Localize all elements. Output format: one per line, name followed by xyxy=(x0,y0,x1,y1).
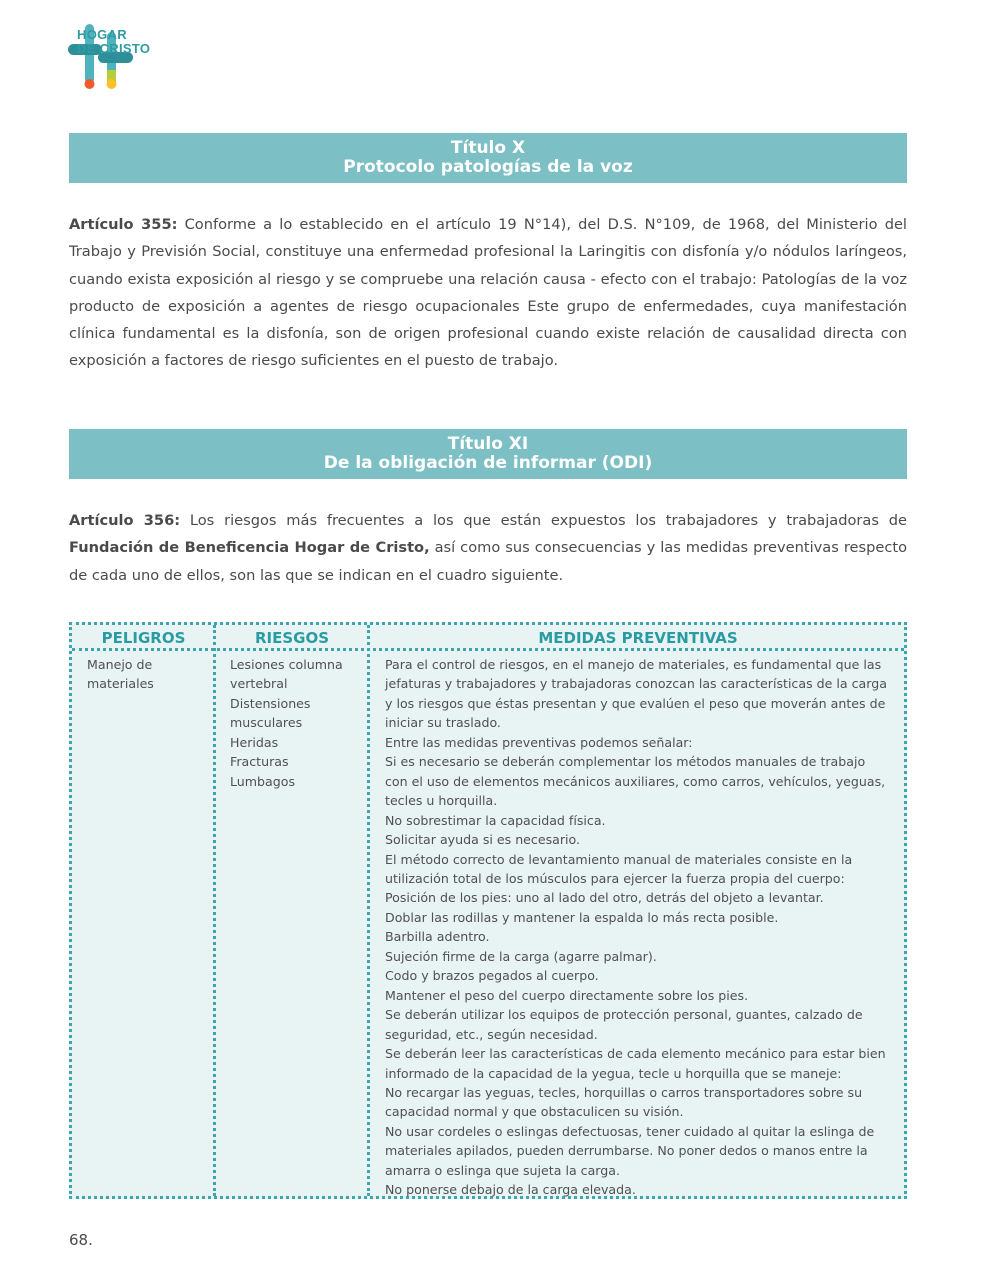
org-name: Fundación de Beneficencia Hogar de Cristo, xyxy=(69,539,430,557)
cell-line: El método correcto de levantamiento manual de materiales consiste en la xyxy=(385,851,853,867)
cell-line: Si es necesario se deberán complementar los métodos manuales de trabajo xyxy=(385,754,866,770)
cell-line: musculares xyxy=(230,715,303,731)
article-356-text-a: Los riesgos más frecuentes a los que están expuestos los trabajadores y trabajadoras de xyxy=(180,512,907,529)
cell-line: Distensiones xyxy=(230,695,311,711)
cell-line: Codo y brazos pegados al cuerpo. xyxy=(385,968,599,984)
cell-riesgos xyxy=(230,655,360,791)
cell-line: Sujeción firme de la carga (agarre palmar). xyxy=(385,948,657,964)
cell-line: Se deberán leer las características de cada elemento mecánico para estar bien xyxy=(385,1046,886,1062)
cell-line: Solicitar ayuda si es necesario. xyxy=(385,832,581,848)
cell-line: Se deberán utilizar los equipos de protección personal, guantes, calzado de xyxy=(385,1007,863,1023)
article-355-text: Conforme a lo establecido en el artículo 19 N°14), del D.S. N°109, de 1968, del Ministerio del Trabajo y Previsión Social, constituye una enfermedad profesional la Laringitis con disfonía y/o nódulos laríngeos, cuando exista exposición al riesgo y se compruebe una relación causa - efecto con el trabajo: Patologías de la voz producto de exposición a agentes de riesgo ocupacionales Este grupo de enfermedades, cuya manifestación clínica fundamental es la disfonía, son de origen profesional cuando existe relación de causalidad directa con exposición a factores de riesgo suficientes en el puesto de trabajo. xyxy=(69,216,907,370)
cell-line: informado de la capacidad de la yegua, tecle u horquilla que se maneje: xyxy=(385,1065,842,1081)
article-356-label: Artículo 356: xyxy=(69,512,181,529)
cell-line: Barbilla adentro. xyxy=(385,929,490,945)
logo-line1: HOGAR xyxy=(77,27,127,42)
cell-line: Heridas xyxy=(230,734,279,750)
title-xi-line2: De la obligación de informar (ODI) xyxy=(323,453,653,473)
cell-line: Para el control de riesgos, en el manejo de materiales, es fundamental que las xyxy=(385,657,882,672)
header-riesgos: RIESGOS xyxy=(254,629,330,647)
article-355 xyxy=(69,211,907,375)
cell-medidas xyxy=(385,655,895,1200)
cell-line: No ponerse debajo de la carga elevada. xyxy=(385,1182,636,1198)
cell-line: Posición de los pies: uno al lado del otro, detrás del objeto a levantar. xyxy=(385,890,824,906)
cell-line: Fracturas xyxy=(230,754,289,770)
cell-line: tecles u horquilla. xyxy=(385,793,498,809)
table-header xyxy=(72,625,904,651)
cell-peligros xyxy=(87,655,207,694)
article-355-label: Artículo 355: xyxy=(69,216,178,233)
cell-line: con el uso de elementos mecánicos auxiliares, como carros, vehículos, yeguas, xyxy=(385,773,886,789)
cell-line: capacidad normal y que obstaculicen su visión. xyxy=(385,1104,684,1120)
cell-line: No recargar las yeguas, tecles, horquillas o carros transportadores sobre su xyxy=(385,1084,863,1100)
article-356-text-b: así como sus consecuencias y las medidas preventivas respecto de cada uno de ellos, son las que se indican en el cuadro siguiente. xyxy=(69,539,907,584)
header-medidas: MEDIDAS PREVENTIVAS xyxy=(538,629,738,647)
cell-line: No usar cordeles o eslingas defectuosas, tener cuidado al quitar la eslinga de xyxy=(385,1123,875,1139)
cell-line: y los riesgos que éstas presentan y que evalúen el peso que moverán antes de xyxy=(385,695,886,711)
cell-line: Lesiones columna xyxy=(230,657,343,672)
cell-line: amarra o eslinga que sujeta la carga. xyxy=(385,1162,620,1178)
title-x-line1: Título X xyxy=(450,138,526,158)
section-title-x xyxy=(69,133,907,183)
risk-table xyxy=(69,622,907,1199)
cell-line: materiales xyxy=(87,676,154,692)
cell-line: Entre las medidas preventivas podemos señalar: xyxy=(385,734,693,750)
cell-line: materiales apilados, pueden derrumbarse. No poner dedos o manos entre la xyxy=(385,1143,868,1159)
page-number: 68. xyxy=(69,1231,93,1249)
cell-line: Manejo de xyxy=(87,657,153,672)
cell-line: Mantener el peso del cuerpo directamente sobre los pies. xyxy=(385,987,749,1003)
cell-line: Lumbagos xyxy=(230,773,296,789)
cell-line: seguridad, etc., según necesidad. xyxy=(385,1026,598,1042)
section-title-xi xyxy=(69,429,907,479)
cell-line: utilización total de los músculos para ejercer la fuerza propia del cuerpo: xyxy=(385,870,845,886)
title-xi-line1: Título XI xyxy=(447,434,529,454)
article-356 xyxy=(69,507,907,589)
logo-line2: DE CRISTO xyxy=(77,41,151,56)
header-peligros: PELIGROS xyxy=(101,629,186,647)
cell-line: vertebral xyxy=(230,676,288,692)
title-x-line2: Protocolo patologías de la voz xyxy=(343,157,633,177)
cell-line: iniciar su traslado. xyxy=(385,715,501,731)
cell-line: Doblar las rodillas y mantener la espalda lo más recta posible. xyxy=(385,909,779,925)
column-divider xyxy=(367,625,370,1196)
cell-line: No sobrestimar la capacidad física. xyxy=(385,812,606,828)
column-divider xyxy=(213,625,216,1196)
cell-line: jefaturas y trabajadores y trabajadoras conozcan las características de la carga xyxy=(385,676,887,692)
